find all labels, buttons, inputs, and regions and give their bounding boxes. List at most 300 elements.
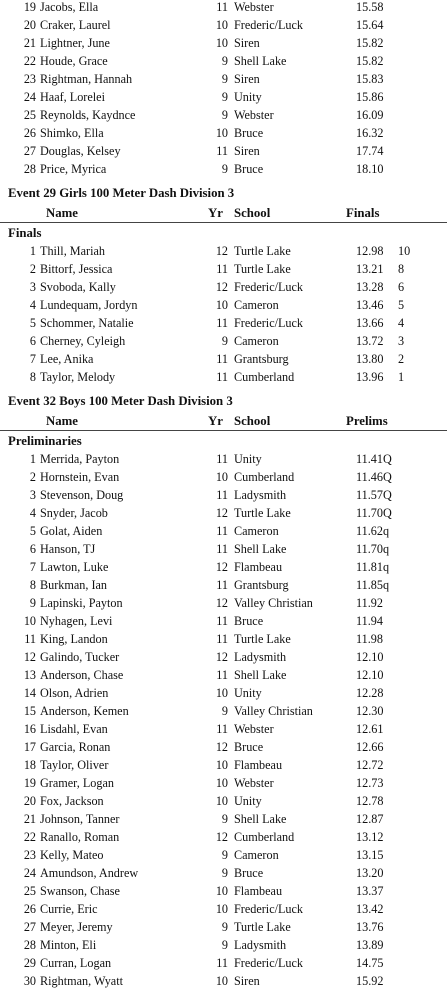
place-cell: 30 (23, 974, 36, 988)
school-cell: Cameron (234, 334, 279, 348)
result-row (0, 0, 447, 16)
school-cell: Unity (234, 452, 262, 466)
place-cell: 21 (23, 812, 36, 826)
mark-cell: 11.41Q (356, 452, 392, 466)
result-row (0, 52, 447, 70)
athlete-name: Jacobs, Ella (40, 0, 99, 14)
mark-cell: 12.66 (356, 740, 384, 754)
school-cell: Webster (234, 776, 274, 790)
athlete-name: Swanson, Chase (40, 884, 120, 898)
athlete-name: Douglas, Kelsey (40, 144, 121, 158)
year-cell: 11 (216, 370, 228, 384)
athlete-name: Galindo, Tucker (40, 650, 120, 664)
points-cell: 3 (398, 334, 405, 348)
mark-cell: 15.83 (356, 72, 384, 86)
column-header-school: School (234, 206, 271, 220)
athlete-name: Thill, Mariah (40, 244, 105, 258)
school-cell: Frederic/Luck (234, 956, 304, 970)
result-row (0, 774, 447, 792)
school-cell: Frederic/Luck (234, 316, 304, 330)
athlete-name: Amundson, Andrew (40, 866, 139, 880)
year-cell: 11 (216, 632, 228, 646)
year-cell: 10 (215, 776, 228, 790)
school-cell: Frederic/Luck (234, 18, 304, 32)
mark-cell: 11.85q (356, 578, 390, 592)
athlete-name: Johnson, Tanner (40, 812, 120, 826)
place-cell: 24 (23, 90, 36, 104)
school-cell: Cumberland (234, 370, 295, 384)
year-cell: 9 (221, 334, 228, 348)
result-row (0, 540, 447, 558)
column-header-yr: Yr (208, 206, 223, 220)
points-cell: 5 (398, 298, 405, 312)
school-cell: Shell Lake (234, 668, 287, 682)
school-cell: Grantsburg (234, 352, 289, 366)
event-title: Event 32 Boys 100 Meter Dash Division 3 (8, 394, 233, 408)
year-cell: 12 (215, 506, 228, 520)
place-cell: 8 (29, 370, 36, 384)
place-cell: 19 (23, 0, 36, 14)
mark-cell: 12.30 (356, 704, 384, 718)
mark-cell: 11.70q (356, 542, 390, 556)
year-cell: 10 (215, 298, 228, 312)
column-header-mark: Prelims (346, 414, 388, 428)
school-cell: Flambeau (234, 884, 283, 898)
year-cell: 10 (215, 902, 228, 916)
result-row (0, 486, 447, 504)
place-cell: 20 (23, 18, 36, 32)
athlete-name: Ranallo, Roman (40, 830, 120, 844)
school-cell: Webster (234, 0, 274, 14)
result-row (0, 594, 447, 612)
column-header-school: School (234, 414, 271, 428)
school-cell: Grantsburg (234, 578, 289, 592)
mark-cell: 13.21 (356, 262, 384, 276)
school-cell: Siren (234, 36, 260, 50)
year-cell: 11 (216, 614, 228, 628)
mark-cell: 12.87 (356, 812, 384, 826)
school-cell: Turtle Lake (234, 244, 291, 258)
school-cell: Flambeau (234, 560, 283, 574)
athlete-name: Merrida, Payton (40, 452, 120, 466)
place-cell: 29 (23, 956, 36, 970)
year-cell: 12 (215, 740, 228, 754)
place-cell: 2 (29, 470, 36, 484)
place-cell: 4 (29, 506, 36, 520)
athlete-name: Svoboda, Kally (40, 280, 116, 294)
result-row (0, 828, 447, 846)
points-cell: 2 (398, 352, 405, 366)
result-row (0, 612, 447, 630)
place-cell: 9 (29, 596, 36, 610)
school-cell: Turtle Lake (234, 632, 291, 646)
points-cell: 4 (398, 316, 405, 330)
school-cell: Siren (234, 144, 260, 158)
athlete-name: Hornstein, Evan (40, 470, 120, 484)
mark-cell: 12.78 (356, 794, 384, 808)
year-cell: 11 (216, 668, 228, 682)
result-row (0, 756, 447, 774)
place-cell: 27 (23, 144, 36, 158)
column-header-name: Name (46, 206, 78, 220)
school-cell: Frederic/Luck (234, 902, 304, 916)
athlete-name: Golat, Aiden (40, 524, 103, 538)
result-row (0, 810, 447, 828)
column-header-name: Name (46, 414, 78, 428)
place-cell: 23 (23, 848, 36, 862)
result-row (0, 106, 447, 124)
year-cell: 10 (215, 470, 228, 484)
mark-cell: 15.82 (356, 54, 384, 68)
result-row (0, 936, 447, 954)
place-cell: 6 (29, 334, 36, 348)
athlete-name: Lawton, Luke (40, 560, 109, 574)
athlete-name: Rightman, Wyatt (40, 974, 123, 988)
year-cell: 10 (215, 974, 228, 988)
place-cell: 5 (29, 524, 36, 538)
school-cell: Ladysmith (234, 650, 287, 664)
result-row (0, 124, 447, 142)
year-cell: 12 (215, 244, 228, 258)
athlete-name: Taylor, Melody (40, 370, 116, 384)
mark-cell: 13.80 (356, 352, 384, 366)
column-header-row (0, 204, 447, 223)
place-cell: 22 (23, 830, 36, 844)
athlete-name: Snyder, Jacob (40, 506, 108, 520)
result-row (0, 70, 447, 88)
result-row (0, 684, 447, 702)
year-cell: 11 (216, 524, 228, 538)
athlete-name: Craker, Laurel (40, 18, 111, 32)
school-cell: Turtle Lake (234, 506, 291, 520)
school-cell: Ladysmith (234, 488, 287, 502)
athlete-name: Lee, Anika (40, 352, 94, 366)
mark-cell: 14.75 (356, 956, 384, 970)
place-cell: 7 (29, 352, 36, 366)
place-cell: 11 (24, 632, 36, 646)
result-row (0, 918, 447, 936)
athlete-name: Anderson, Chase (40, 668, 124, 682)
school-cell: Flambeau (234, 758, 283, 772)
athlete-name: Minton, Eli (40, 938, 97, 952)
year-cell: 11 (216, 542, 228, 556)
place-cell: 21 (23, 36, 36, 50)
result-row (0, 142, 447, 160)
column-header-row (0, 412, 447, 431)
mark-cell: 15.82 (356, 36, 384, 50)
place-cell: 25 (23, 884, 36, 898)
mark-cell: 13.66 (356, 316, 384, 330)
athlete-name: Schommer, Natalie (40, 316, 134, 330)
school-cell: Shell Lake (234, 542, 287, 556)
mark-cell: 13.12 (356, 830, 384, 844)
place-cell: 28 (23, 162, 36, 176)
school-cell: Unity (234, 686, 262, 700)
result-row (0, 16, 447, 34)
school-cell: Bruce (234, 162, 264, 176)
year-cell: 11 (216, 956, 228, 970)
place-cell: 5 (29, 316, 36, 330)
mark-cell: 13.46 (356, 298, 384, 312)
school-cell: Siren (234, 72, 260, 86)
year-cell: 11 (216, 488, 228, 502)
athlete-name: Houde, Grace (40, 54, 108, 68)
school-cell: Bruce (234, 740, 264, 754)
place-cell: 3 (29, 280, 36, 294)
mark-cell: 12.72 (356, 758, 384, 772)
place-cell: 16 (23, 722, 36, 736)
year-cell: 12 (215, 830, 228, 844)
mark-cell: 15.64 (356, 18, 384, 32)
school-cell: Turtle Lake (234, 262, 291, 276)
year-cell: 11 (216, 452, 228, 466)
result-row (0, 738, 447, 756)
place-cell: 26 (23, 902, 36, 916)
year-cell: 9 (221, 920, 228, 934)
mark-cell: 12.28 (356, 686, 384, 700)
place-cell: 25 (23, 108, 36, 122)
result-row (0, 368, 447, 386)
school-cell: Frederic/Luck (234, 280, 304, 294)
column-header-yr: Yr (208, 414, 223, 428)
mark-cell: 13.37 (356, 884, 384, 898)
place-cell: 6 (29, 542, 36, 556)
result-row (0, 296, 447, 314)
year-cell: 10 (215, 18, 228, 32)
year-cell: 9 (221, 938, 228, 952)
athlete-name: Bittorf, Jessica (40, 262, 113, 276)
place-cell: 15 (23, 704, 36, 718)
place-cell: 27 (23, 920, 36, 934)
year-cell: 9 (221, 72, 228, 86)
mark-cell: 13.76 (356, 920, 384, 934)
school-cell: Webster (234, 108, 274, 122)
mark-cell: 11.92 (356, 596, 383, 610)
mark-cell: 17.74 (356, 144, 384, 158)
mark-cell: 13.20 (356, 866, 384, 880)
column-header-mark: Finals (346, 206, 380, 220)
athlete-name: Reynolds, Kaydnce (40, 108, 136, 122)
year-cell: 12 (215, 650, 228, 664)
result-row (0, 160, 447, 178)
place-cell: 2 (29, 262, 36, 276)
result-row (0, 278, 447, 296)
mark-cell: 16.32 (356, 126, 384, 140)
mark-cell: 15.58 (356, 0, 384, 14)
event-title: Event 29 Girls 100 Meter Dash Division 3 (8, 186, 235, 200)
mark-cell: 11.98 (356, 632, 383, 646)
year-cell: 10 (215, 758, 228, 772)
place-cell: 1 (29, 244, 36, 258)
athlete-name: Gramer, Logan (40, 776, 114, 790)
year-cell: 10 (215, 36, 228, 50)
school-cell: Cumberland (234, 830, 295, 844)
place-cell: 18 (23, 758, 36, 772)
place-cell: 19 (23, 776, 36, 790)
points-cell: 6 (398, 280, 405, 294)
points-cell: 10 (398, 244, 411, 258)
place-cell: 1 (29, 452, 36, 466)
mark-cell: 13.72 (356, 334, 384, 348)
mark-cell: 11.57Q (356, 488, 392, 502)
school-cell: Bruce (234, 126, 264, 140)
school-cell: Cumberland (234, 470, 295, 484)
athlete-name: King, Landon (40, 632, 108, 646)
year-cell: 9 (221, 162, 228, 176)
result-row (0, 34, 447, 52)
result-row (0, 332, 447, 350)
year-cell: 10 (215, 884, 228, 898)
athlete-name: Currie, Eric (40, 902, 98, 916)
mark-cell: 11.81q (356, 560, 390, 574)
athlete-name: Curran, Logan (40, 956, 112, 970)
result-row (0, 350, 447, 368)
year-cell: 9 (221, 108, 228, 122)
result-row (0, 468, 447, 486)
year-cell: 9 (221, 54, 228, 68)
place-cell: 12 (23, 650, 36, 664)
school-cell: Cameron (234, 848, 279, 862)
athlete-name: Lundequam, Jordyn (40, 298, 138, 312)
result-row (0, 882, 447, 900)
school-cell: Siren (234, 974, 260, 988)
school-cell: Bruce (234, 866, 264, 880)
year-cell: 12 (215, 560, 228, 574)
year-cell: 9 (221, 848, 228, 862)
athlete-name: Burkman, Ian (40, 578, 108, 592)
year-cell: 9 (221, 866, 228, 880)
place-cell: 4 (29, 298, 36, 312)
school-cell: Ladysmith (234, 938, 287, 952)
mark-cell: 13.15 (356, 848, 384, 862)
mark-cell: 11.70Q (356, 506, 392, 520)
athlete-name: Fox, Jackson (40, 794, 104, 808)
school-cell: Bruce (234, 614, 264, 628)
section-label: Preliminaries (8, 434, 82, 448)
year-cell: 12 (215, 596, 228, 610)
place-cell: 20 (23, 794, 36, 808)
year-cell: 10 (215, 686, 228, 700)
mark-cell: 16.09 (356, 108, 384, 122)
result-row (0, 954, 447, 972)
year-cell: 11 (216, 352, 228, 366)
mark-cell: 13.96 (356, 370, 384, 384)
place-cell: 17 (23, 740, 36, 754)
school-cell: Cameron (234, 524, 279, 538)
athlete-name: Price, Myrica (40, 162, 107, 176)
athlete-name: Garcia, Ronan (40, 740, 111, 754)
place-cell: 3 (29, 488, 36, 502)
year-cell: 12 (215, 280, 228, 294)
year-cell: 9 (221, 90, 228, 104)
mark-cell: 12.73 (356, 776, 384, 790)
place-cell: 8 (29, 578, 36, 592)
mark-cell: 13.89 (356, 938, 384, 952)
points-cell: 1 (398, 370, 405, 384)
mark-cell: 18.10 (356, 162, 384, 176)
result-row (0, 792, 447, 810)
year-cell: 11 (216, 722, 228, 736)
athlete-name: Lightner, June (40, 36, 110, 50)
school-cell: Valley Christian (234, 704, 313, 718)
result-row (0, 864, 447, 882)
athlete-name: Meyer, Jeremy (40, 920, 113, 934)
mark-cell: 13.42 (356, 902, 384, 916)
result-row (0, 702, 447, 720)
year-cell: 11 (216, 144, 228, 158)
mark-cell: 15.86 (356, 90, 384, 104)
result-row (0, 522, 447, 540)
place-cell: 13 (23, 668, 36, 682)
result-row (0, 260, 447, 278)
athlete-name: Nyhagen, Levi (40, 614, 113, 628)
place-cell: 10 (23, 614, 36, 628)
year-cell: 10 (215, 126, 228, 140)
place-cell: 26 (23, 126, 36, 140)
year-cell: 11 (216, 316, 228, 330)
result-row (0, 648, 447, 666)
school-cell: Turtle Lake (234, 920, 291, 934)
result-row (0, 558, 447, 576)
place-cell: 24 (23, 866, 36, 880)
athlete-name: Cherney, Cyleigh (40, 334, 126, 348)
year-cell: 10 (215, 794, 228, 808)
result-row (0, 504, 447, 522)
result-row (0, 88, 447, 106)
athlete-name: Kelly, Mateo (40, 848, 104, 862)
school-cell: Shell Lake (234, 54, 287, 68)
year-cell: 11 (216, 262, 228, 276)
mark-cell: 12.10 (356, 650, 384, 664)
mark-cell: 12.98 (356, 244, 384, 258)
mark-cell: 15.92 (356, 974, 384, 988)
place-cell: 22 (23, 54, 36, 68)
result-row (0, 576, 447, 594)
points-cell: 8 (398, 262, 405, 276)
school-cell: Unity (234, 90, 262, 104)
mark-cell: 11.46Q (356, 470, 392, 484)
athlete-name: Anderson, Kemen (40, 704, 129, 718)
school-cell: Cameron (234, 298, 279, 312)
athlete-name: Stevenson, Doug (40, 488, 124, 502)
result-row (0, 630, 447, 648)
place-cell: 7 (29, 560, 36, 574)
section-label: Finals (8, 226, 42, 240)
school-cell: Webster (234, 722, 274, 736)
result-row (0, 846, 447, 864)
school-cell: Unity (234, 794, 262, 808)
mark-cell: 11.94 (356, 614, 383, 628)
athlete-name: Lapinski, Payton (40, 596, 123, 610)
athlete-name: Olson, Adrien (40, 686, 109, 700)
result-row (0, 972, 447, 990)
place-cell: 28 (23, 938, 36, 952)
athlete-name: Hanson, TJ (40, 542, 96, 556)
athlete-name: Taylor, Oliver (40, 758, 109, 772)
year-cell: 9 (221, 704, 228, 718)
athlete-name: Shimko, Ella (40, 126, 104, 140)
year-cell: 9 (221, 812, 228, 826)
result-row (0, 242, 447, 260)
result-row (0, 450, 447, 468)
athlete-name: Lisdahl, Evan (40, 722, 108, 736)
result-row (0, 720, 447, 738)
school-cell: Shell Lake (234, 812, 287, 826)
place-cell: 14 (23, 686, 36, 700)
athlete-name: Haaf, Lorelei (40, 90, 105, 104)
school-cell: Valley Christian (234, 596, 313, 610)
result-row (0, 900, 447, 918)
